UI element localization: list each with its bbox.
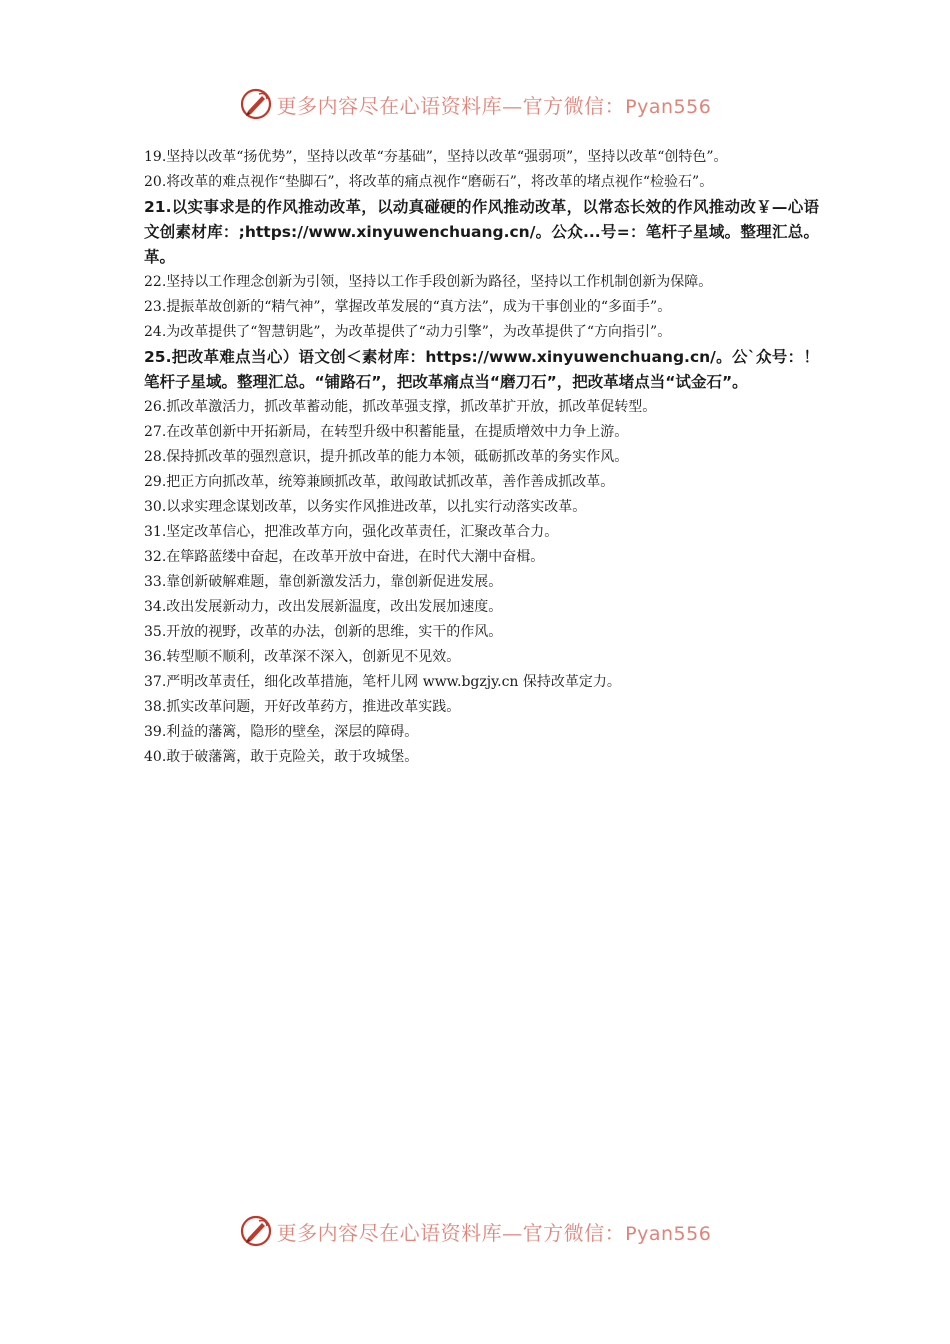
- list-item: 28.保持抓改革的强烈意识，提升抓改革的能力本领，砥砺抓改革的务实作风。: [144, 449, 629, 465]
- list-item: 35.开放的视野，改革的办法，创新的思维，实干的作风。: [144, 624, 503, 640]
- list-item: 31.坚定改革信心，把准改革方向，强化改革责任，汇聚改革合力。: [144, 524, 559, 540]
- list-item: 22.坚持以工作理念创新为引领，坚持以工作手段创新为路径，坚持以工作机制创新为保障。: [144, 274, 713, 290]
- footer-text-id: Pyan556: [625, 1222, 712, 1245]
- list-item: 33.靠创新破解难题，靠创新激发活力，靠创新促进发展。: [144, 574, 503, 590]
- list-item: 24.为改革提供了“智慧钥匙”，为改革提供了“动力引擎”，为改革提供了“方向指引”。: [144, 324, 672, 340]
- list-item: 19.坚持以改革“扬优势”，坚持以改革“夯基础”，坚持以改革“强弱项”，坚持以改革“创特色”。: [144, 149, 728, 165]
- list-item: 27.在改革创新中开拓新局，在转型升级中积蓄能量，在提质增效中力争上游。: [144, 424, 629, 440]
- pen-logo-icon: [239, 1214, 273, 1248]
- header-text: [277, 90, 712, 119]
- list-item: 40.敢于破藩篱，敢于克险关，敢于攻城堡。: [144, 749, 419, 765]
- list-item: 30.以求实理念谋划改革，以务实作风推进改革，以扎实行动落实改革。: [144, 499, 587, 515]
- pen-logo-icon: [239, 87, 273, 121]
- list-item: 26.抓改革激活力，抓改革蓄动能，抓改革强支撑，抓改革扩开放，抓改革促转型。: [144, 399, 657, 415]
- list-item: 21.以实事求是的作风推动改革，以动真碰硬的作风推动改革，以常态长效的作风推动改￥—心语文创素材库：;https://www.xinyuwenchuang.cn/。公众...号=：笔杆子星域。整理汇总。革。: [144, 198, 819, 266]
- list-item: 36.转型顺不顺利，改革深不深入，创新见不见效。: [144, 649, 461, 665]
- document-body: [144, 145, 819, 770]
- list-item: 20.将改革的难点视作“垫脚石”，将改革的痛点视作“磨砺石”，将改革的堵点视作“检验石”。: [144, 174, 714, 190]
- list-item: 23.提振革故创新的“精气神”，掌握改革发展的“真方法”，成为干事创业的“多面手”。: [144, 299, 672, 315]
- list-item: 32.在筚路蓝缕中奋起，在改革开放中奋进，在时代大潮中奋楫。: [144, 549, 545, 565]
- list-item: 34.改出发展新动力，改出发展新温度，改出发展加速度。: [144, 599, 503, 615]
- header-text-main: 更多内容尽在心语资料库—官方微信：: [276, 93, 626, 118]
- footer-text: [277, 1217, 712, 1246]
- list-item: 39.利益的藩篱，隐形的壁垒，深层的障碍。: [144, 724, 419, 740]
- list-item: 29.把正方向抓改革，统筹兼顾抓改革，敢闯敢试抓改革，善作善成抓改革。: [144, 474, 615, 490]
- header-banner: [0, 84, 950, 124]
- header-text-id: Pyan556: [625, 95, 712, 118]
- list-item: 25.把改革难点当心）语文创＜素材库：https://www.xinyuwenchuang.cn/。公`众号：！笔杆子星域。整理汇总。“铺路石”，把改革痛点当“磨刀石”，把改革堵点当“试金石”。: [144, 348, 819, 391]
- footer-banner: [0, 1211, 950, 1251]
- list-item: 37.严明改革责任，细化改革措施，笔杆儿网 www.bgzjy.cn 保持改革定力。: [144, 674, 621, 690]
- footer-text-main: 更多内容尽在心语资料库—官方微信：: [276, 1220, 626, 1245]
- list-item: 38.抓实改革问题，开好改革药方，推进改革实践。: [144, 699, 461, 715]
